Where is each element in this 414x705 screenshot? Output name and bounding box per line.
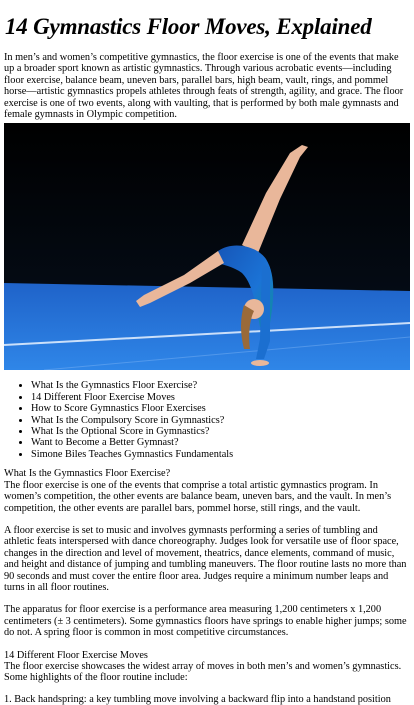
intro-paragraph: In men’s and women’s competitive gymnastics, the floor exercise is one of the events that make up a broader sport known as artistic gymnastics. Through various acrobatic events—including floor exercise, balance beam, uneven bars, parallel bars, high beam, vault, rings, and pommel horse—artistic gymnastics propels athletes through feats of strength, agility, and grace. The floor exercise is one of two events, along with vaulting, that is performed by both male gymnasts and female gymnasts in Olympic competition. [4,52,404,121]
section-paragraph: A floor exercise is set to music and involves gymnasts performing a series of tumbling and athletic feats interspersed with dance choreography. Judges look for versatile use of floor space, changes in the direction and level of movement, theatrics, dance elements, command of music, and height and distance of jumping and tumbling maneuvers. The floor routine lasts no more than 90 seconds and must cover the entire floor area. Judges require a minimum number leaps and turns in all floor routines. [4,524,407,593]
toc-link[interactable]: What Is the Compulsory Score in Gymnastics? [31,414,225,426]
section-heading: What Is the Gymnastics Floor Exercise? [4,468,171,480]
toc-item[interactable] [31,449,410,460]
section-paragraph: The floor exercise is one of the events that comprise a total artistic gymnastics program. In women’s competition, the other events are balance beam, uneven bars, and the vault. In men’s competition, the other events are parallel bars, pommel horse, still rings, and the vault. [4,479,392,514]
section-paragraph: The apparatus for floor exercise is a performance area measuring 1,200 centimeters x 1,200 centimeters (± 3 centimeters). Some gymnastics floors have springs to enable higher jumps; some do not. A spring floor is common in most competitive circumstances. [4,604,407,639]
toc-link[interactable]: Want to Become a Better Gymnast? [31,437,179,449]
section-heading: 14 Different Floor Exercise Moves [4,649,148,661]
toc-item[interactable] [31,403,410,414]
toc-link[interactable]: How to Score Gymnastics Floor Exercises [31,403,206,415]
toc-item[interactable] [31,392,410,403]
list-item: 1. Back handspring: a key tumbling move involving a backward flip into a handstand position [4,693,391,705]
toc-item[interactable] [31,426,410,437]
article-title: 14 Gymnastics Floor Moves, Explained [5,14,372,39]
toc-link[interactable]: 14 Different Floor Exercise Moves [31,391,175,403]
toc-item[interactable] [31,415,410,426]
toc-item[interactable] [31,437,410,448]
toc-item[interactable] [31,380,410,391]
section-paragraph: The floor exercise showcases the widest array of moves in both men’s and women’s gymnastics. Some highlights of the floor routine include: [4,660,402,684]
toc-link[interactable]: Simone Biles Teaches Gymnastics Fundamentals [31,448,234,460]
toc-link[interactable]: What Is the Optional Score in Gymnastics? [31,426,210,438]
table-of-contents [4,380,410,460]
toc-link[interactable]: What Is the Gymnastics Floor Exercise? [31,380,198,392]
hero-image [4,123,410,370]
